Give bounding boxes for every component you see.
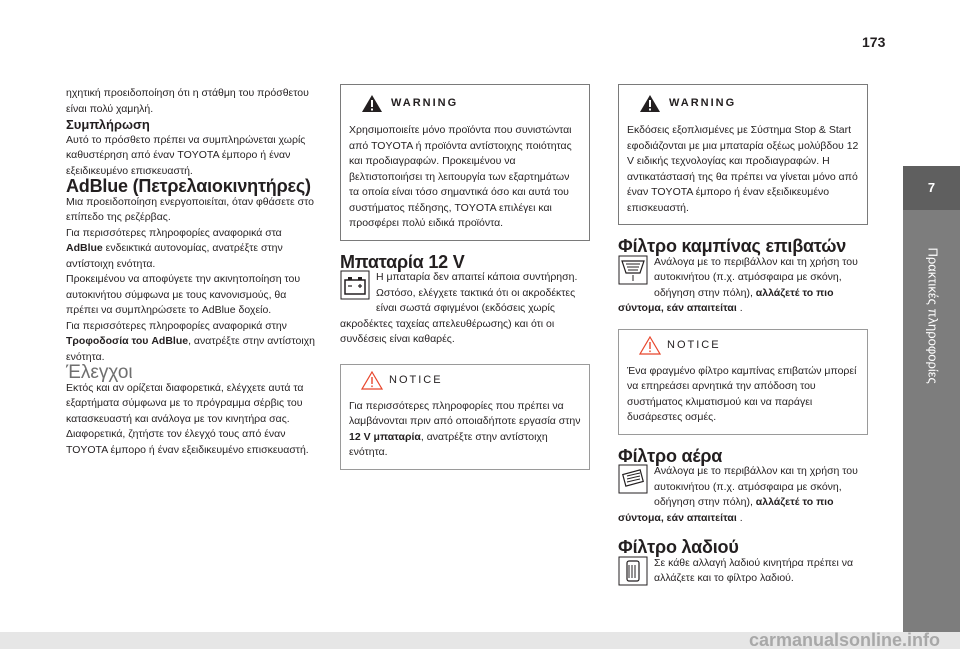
warning-triangle-icon bbox=[361, 94, 383, 113]
right-column bbox=[618, 84, 868, 588]
warning-box bbox=[340, 84, 590, 241]
cabin-filter-text: Ανάλογα με το περιβάλλον και τη χρήση του αυτοκινήτου (π.χ. ατμόσφαιρα με σκόνη, οδήγηση στην πόλη), αλλάζετέ το πιο σύντομα, εάν απαιτείται . bbox=[618, 255, 858, 314]
warning-triangle-icon bbox=[639, 94, 661, 113]
notice-triangle-icon bbox=[361, 371, 383, 390]
notice-text: Ένα φραγμένο φίλτρο καμπίνας επιβατών μπορεί να επηρεάσει αρνητικά την απόδοση του συστήματος κλιματισμού και να παράγει δυσάρεστες οσμές. bbox=[627, 364, 857, 423]
chapter-title: Πρακτικές πληροφορίες bbox=[925, 247, 941, 384]
oil-filter-heading: Φίλτρο λαδιού bbox=[618, 537, 739, 557]
page-number: 173 bbox=[862, 34, 886, 50]
battery-icon bbox=[340, 270, 370, 300]
warning-label: WARNING bbox=[669, 97, 737, 109]
oil-filter-paragraph bbox=[618, 556, 868, 587]
checks-heading: Έλεγχοι bbox=[66, 362, 133, 383]
notice-label: NOTICE bbox=[667, 338, 721, 351]
cabin-filter-heading: Φίλτρο καμπίνας επιβατών bbox=[618, 236, 847, 256]
warning-text: Χρησιμοποιείτε μόνο προϊόντα που συνιστώνται από TOYOTA ή προϊόντα αντίστοιχης ποιότητας και προδιαγραφών. Προκειμένου να βελτιστοποιήσει τη λειτουργία των εξαρτημάτων τα οποία είναι τόσο σημαντικά όσο και αυτά του συστήματος πέδησης, TOYOTA επιλέγει και προσφέρει πολύ ειδικά προϊόντα. bbox=[349, 124, 572, 229]
notice-label: NOTICE bbox=[389, 373, 443, 386]
warning-box-right bbox=[618, 84, 868, 225]
adblue-para-2: Για περισσότερες πληροφορίες αναφορικά στα AdBlue ενδεικτικά αυτονομίας, ανατρέξτε στην αντίστοιχη ενότητα. bbox=[66, 226, 283, 270]
warning-text: Εκδόσεις εξοπλισμένες με Σύστημα Stop & Start εφοδιάζονται με μια μπαταρία οξέως μολύβδου 12 V ειδικής τεχνολογίας και προδιαγραφών. Η αντικατάστασή της θα πρέπει να γίνεται μόνο από έναν TOYOTA έμπορο ή έναν εξειδικευμένο επισκευαστή. bbox=[627, 124, 859, 214]
oil-filter-text: Σε κάθε αλλαγή λαδιού κινητήρα πρέπει να αλλάζετε και το φίλτρο λαδιού. bbox=[654, 556, 854, 584]
chapter-number: 7 bbox=[903, 166, 960, 210]
adblue-para-3: Προκειμένου να αποφύγετε την ακινητοποίηση του αυτοκινήτου σύμφωνα με τους κανονισμούς, θα πρέπει να συμπληρώσετε το AdBlue δοχείο. bbox=[66, 273, 301, 316]
watermark: carmanualsonline.info bbox=[0, 632, 960, 649]
cabin-filter-icon bbox=[618, 255, 648, 285]
checks-text: Εκτός και αν ορίζεται διαφορετικά, ελέγχετε αυτά τα εξαρτήματα σύμφωνα με το πρόγραμμα σέρβις του κατασκευαστή και ανάλογα με τον κινητήρα σας. Διαφορετικά, ζητήστε τον έλεγχό τους από έναν TOYOTA έμπορο ή έναν εξειδικευμένο επισκευαστή. bbox=[66, 381, 309, 456]
middle-column bbox=[340, 84, 590, 470]
chapter-sidebar bbox=[903, 166, 960, 649]
refill-text: Αυτό το πρόσθετο πρέπει να συμπληρώνεται χωρίς καθυστέρηση από έναν TOYOTA έμπορο ή έναν εξειδικευμένο επισκευαστή. bbox=[66, 133, 306, 177]
battery-paragraph bbox=[340, 270, 590, 348]
adblue-para-1: Μια προειδοποίηση ενεργοποιείται, όταν φθάσετε στο επίπεδο της ρεζέρβας. bbox=[66, 195, 314, 223]
notice-text: Για περισσότερες πληροφορίες που πρέπει να λαμβάνονται πριν από οποιαδήποτε εργασία στην 12 V μπαταρία, ανατρέξτε στην αντίστοιχη ενότητα. bbox=[349, 399, 581, 458]
notice-box bbox=[340, 364, 590, 470]
air-filter-heading: Φίλτρο αέρα bbox=[618, 445, 723, 466]
air-filter-text: Ανάλογα με το περιβάλλον και τη χρήση του αυτοκινήτου (π.χ. ατμόσφαιρα με σκόνη, οδήγηση στην πόλη), αλλάζετέ το πιο σύντομα, εάν απαιτείται . bbox=[618, 465, 858, 524]
notice-triangle-icon bbox=[639, 336, 661, 355]
cabin-filter-paragraph bbox=[618, 255, 868, 317]
air-filter-paragraph bbox=[618, 464, 868, 526]
battery-heading: Μπαταρία 12 V bbox=[340, 251, 465, 272]
refill-heading: Συμπλήρωση bbox=[66, 117, 150, 132]
left-column bbox=[66, 86, 316, 458]
notice-box-right bbox=[618, 329, 868, 435]
adblue-heading: AdBlue (Πετρελαιοκινητήρες) bbox=[66, 176, 311, 196]
oil-filter-icon bbox=[618, 556, 648, 586]
warning-label: WARNING bbox=[391, 97, 459, 109]
intro-text: ηχητική προειδοποίηση ότι η στάθμη του πρόσθετου είναι πολύ χαμηλή. bbox=[66, 87, 309, 115]
air-filter-icon bbox=[618, 464, 648, 494]
battery-text: Η μπαταρία δεν απαιτεί κάποια συντήρηση. Ωστόσο, ελέγχετε τακτικά ότι οι ακροδέκτες είναι σωστά σφιγμένοι (εκδόσεις χωρίς ακροδέκτες ταχείας απελευθέρωσης) και ότι οι συνδέσεις είναι καθαρές. bbox=[340, 271, 578, 345]
adblue-para-4: Για περισσότερες πληροφορίες αναφορικά στην Τροφοδοσία του AdBlue, ανατρέξτε στην αντίστοιχη ενότητα. bbox=[66, 319, 316, 363]
